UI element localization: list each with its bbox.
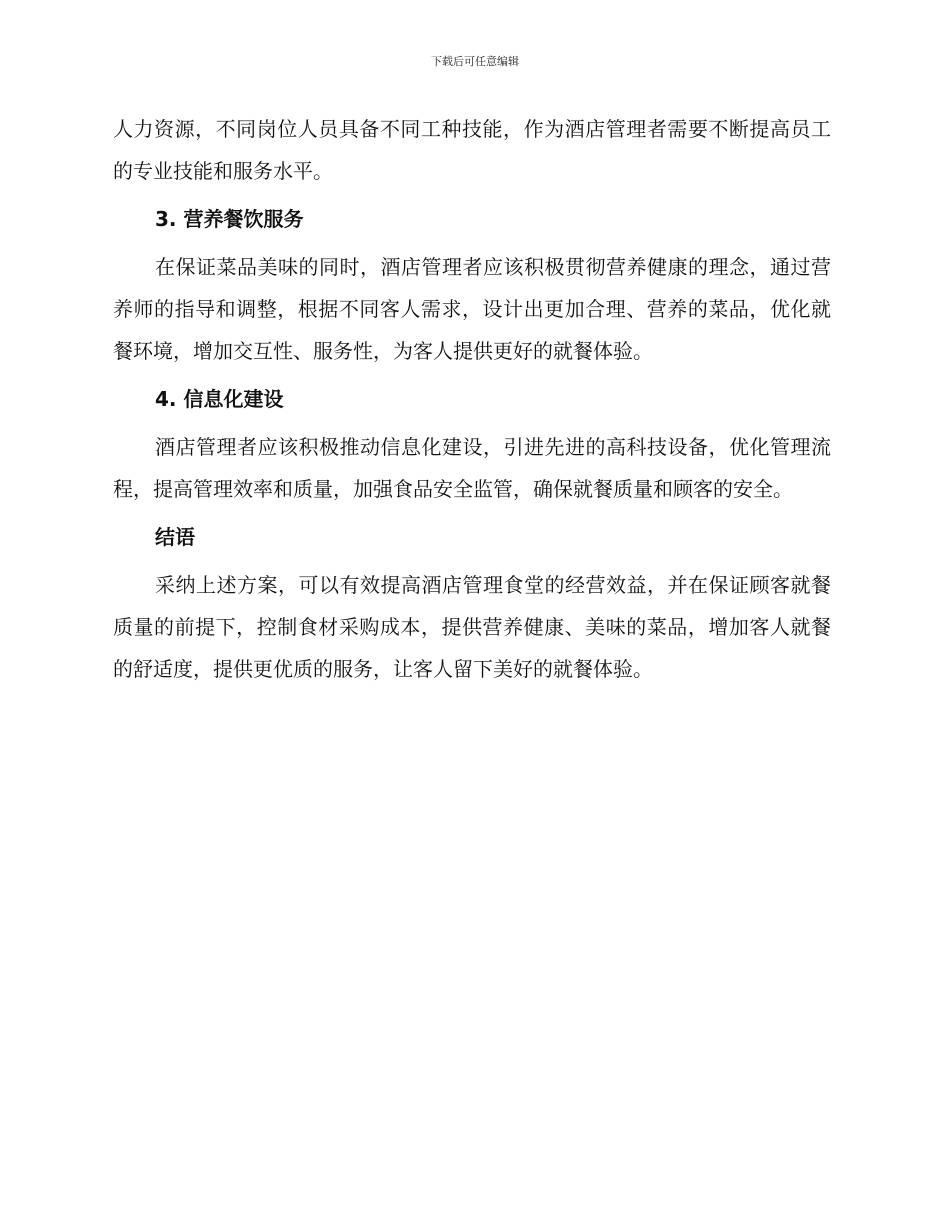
document-body [113,108,831,690]
paragraph-conclusion: 采纳上述方案，可以有效提高酒店管理食堂的经营效益，并在保证顾客就餐质量的前提下，控制食材采购成本，提供营养健康、美味的菜品，增加客人就餐的舒适度，提供更优质的服务，让客人留下美好的就餐体验。 [113,573,831,681]
paragraph-informatization: 酒店管理者应该积极推动信息化建设，引进先进的高科技设备，优化管理流程，提高管理效率和质量，加强食品安全监管，确保就餐质量和顾客的安全。 [113,435,831,501]
paragraph-nutrition: 在保证菜品美味的同时，酒店管理者应该积极贯彻营养健康的理念，通过营养师的指导和调整，根据不同客人需求，设计出更加合理、营养的菜品，优化就餐环境，增加交互性、服务性，为客人提供更好的就餐体验。 [113,255,831,363]
section-heading-nutrition: 3. 营养餐饮服务 [155,207,304,231]
section-heading-informatization: 4. 信息化建设 [155,387,284,411]
section-heading-conclusion: 结语 [155,525,195,549]
paragraph-continued: 人力资源，不同岗位人员具备不同工种技能，作为酒店管理者需要不断提高员工的专业技能和服务水平。 [113,117,831,183]
page-header: 下载后可任意编辑 [431,55,519,68]
